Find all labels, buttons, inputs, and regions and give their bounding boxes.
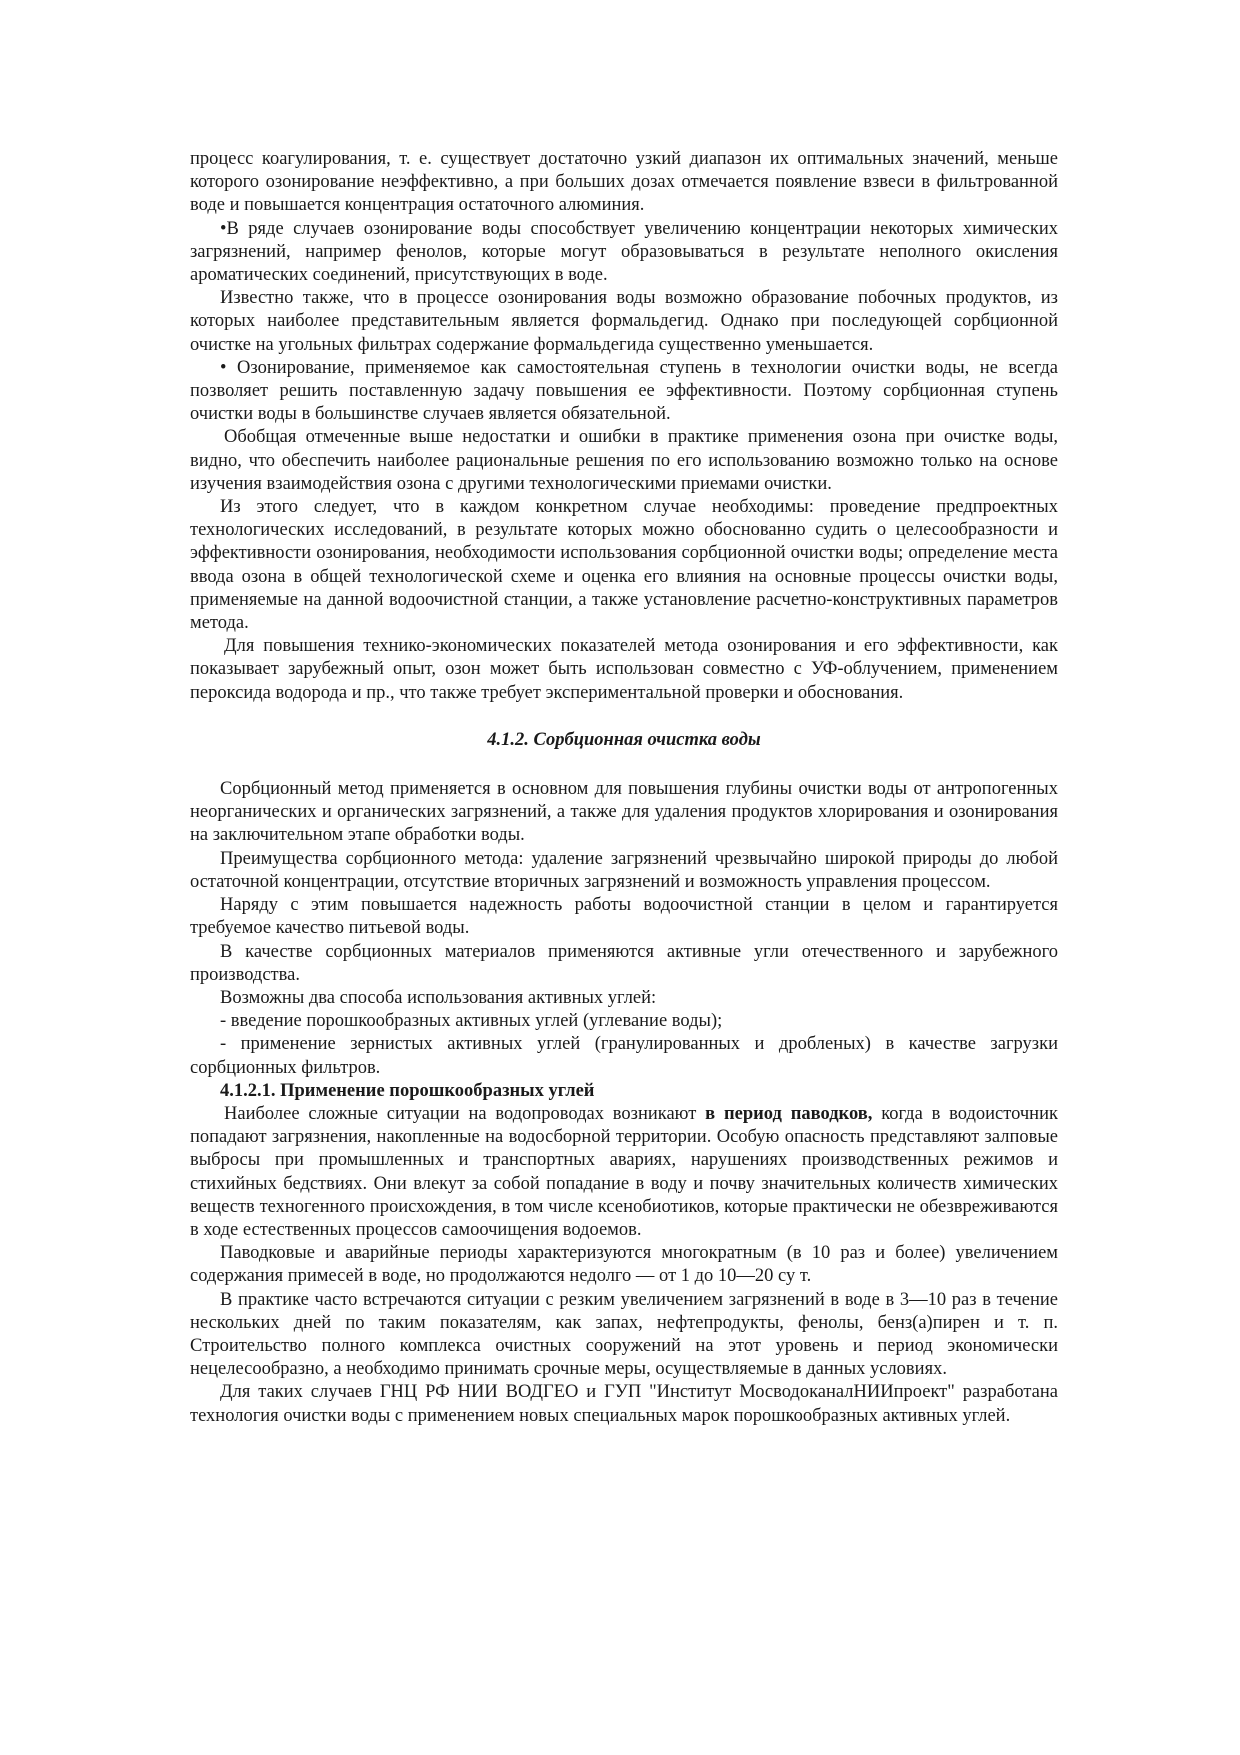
paragraph-text: когда в водоисточник попадают загрязнения, накопленные на водосборной территории. Особую опасность представляют залповые выбросы при промышленных и транспортных авариях, нарушениях производственных режимов и стихийных бедствиях. Они влекут за собой попадание в воду и почву значительных количеств химических веществ техногенного происхождения, в том числе ксенобиотиков, которые практически не обезвреживаются в ходе естественных процессов самоочищения водоемов. <box>190 1103 1058 1240</box>
paragraph: - применение зернистых активных углей (гранулированных и дробленых) в качестве загрузки сорбционных фильтров. <box>190 1034 1058 1078</box>
paragraph: - введение порошкообразных активных углей (углевание воды); <box>220 1011 723 1032</box>
paragraph: Для таких случаев ГНЦ РФ НИИ ВОДГЕО и ГУП "Институт МосводоканалНИИпроект" разработана технология очистки воды с применением новых специальных марок порошкообразных активных углей. <box>190 1382 1058 1426</box>
paragraph: Возможны два способа использования активных углей: <box>220 987 657 1008</box>
paragraph: Преимущества сорбционного метода: удаление загрязнений чрезвычайно широкой природы до любой остаточной концентрации, отсутствие вторичных загрязнений и возможность управления процессом. <box>190 848 1058 892</box>
paragraph: В практике часто встречаются ситуации с резким увеличением загрязнений в воде в 3—10 раз в течение нескольких дней по таким показателям, как запах, нефтепродукты, фенолы, бенз(а)пирен и т. п. Строительство полного комплекса очистных сооружений на этот уровень и период экономически нецелесообразно, а необходимо принимать срочные меры, осуществляемые в данных условиях. <box>190 1289 1058 1380</box>
paragraph: Известно также, что в процессе озонирования воды возможно образование побочных продуктов, из которых наиболее представительным является формальдегид. Однако при последующей сорбционной очистке на угольных фильтрах содержание формальдегида существенно уменьшается. <box>190 288 1058 355</box>
paragraph: Сорбционный метод применяется в основном для повышения глубины очистки воды от антропогенных неорганических и органических загрязнений, а также для удаления продуктов хлорирования и озонирования на заключительном этапе обработки воды. <box>190 779 1058 846</box>
paragraph: • Озонирование, применяемое как самостоятельная ступень в технологии очистки воды, не всегда позволяет решить поставленную задачу повышения ее эффективности. Поэтому сорбционная ступень очистки воды в большинстве случаев является обязательной. <box>190 357 1058 425</box>
paragraph <box>190 1103 1058 1242</box>
document-page <box>190 148 1058 1428</box>
paragraph: Наряду с этим повышается надежность работы водоочистной станции в целом и гарантируется требуемое качество питьевой воды. <box>190 895 1058 939</box>
paragraph: Паводковые и аварийные периоды характеризуются многократным (в 10 раз и более) увеличением содержания примесей в воде, но продолжаются недолго — от 1 до 10—20 су т. <box>190 1243 1058 1287</box>
subsection-heading: 4.1.2.1. Применение порошкообразных углей <box>220 1080 595 1101</box>
emphasis-text: в период паводков, <box>705 1103 873 1124</box>
paragraph-text: Для повышения технико-экономических показателей метода озонирования и его эффективности, как показывает зарубежный опыт, озон может быть использован совместно с УФ-облучением, применением пероксида водорода и пр., что также требует экспериментальной проверки и обоснования. <box>190 636 1058 703</box>
paragraph-text: Обобщая отмеченные выше недостатки и ошибки в практике применения озона при очистке воды, видно, что обеспечить наиболее рациональные решения по его использованию возможно только на основе изучения взаимодействия озона с другими технологическими приемами очистки. <box>190 427 1058 494</box>
paragraph <box>190 635 1058 705</box>
paragraph <box>190 426 1058 496</box>
paragraph: •В ряде случаев озонирование воды способствует увеличению концентрации некоторых химических загрязнений, например фенолов, которые могут образовываться в результате неполного окисления ароматических соединений, присутствующих в воде. <box>190 218 1058 286</box>
section-heading: 4.1.2. Сорбционная очистка воды <box>487 729 761 750</box>
paragraph: В качестве сорбционных материалов применяются активные угли отечественного и зарубежного производства. <box>190 941 1058 985</box>
paragraph-text: Наиболее сложные ситуации на водопроводах возникают <box>224 1103 706 1124</box>
paragraph: процесс коагулирования, т. е. существует достаточно узкий диапазон их оптимальных значений, меньше которого озонирование неэффективно, а при больших дозах отмечается появление взвеси в фильтрованной воде и повышается концентрация остаточного алюминия. <box>190 149 1058 216</box>
paragraph: Из этого следует, что в каждом конкретном случае необходимы: проведение предпроектных технологических исследований, в результате которых можно обоснованно судить о целесообразности и эффективности озонирования, необходимости использования сорбционной очистки воды; определение места ввода озона в общей технологической схеме и оценка его влияния на основные процессы очистки воды, применяемые на данной водоочистной станции, а также установление расчетно-конструктивных параметров метода. <box>190 497 1058 634</box>
